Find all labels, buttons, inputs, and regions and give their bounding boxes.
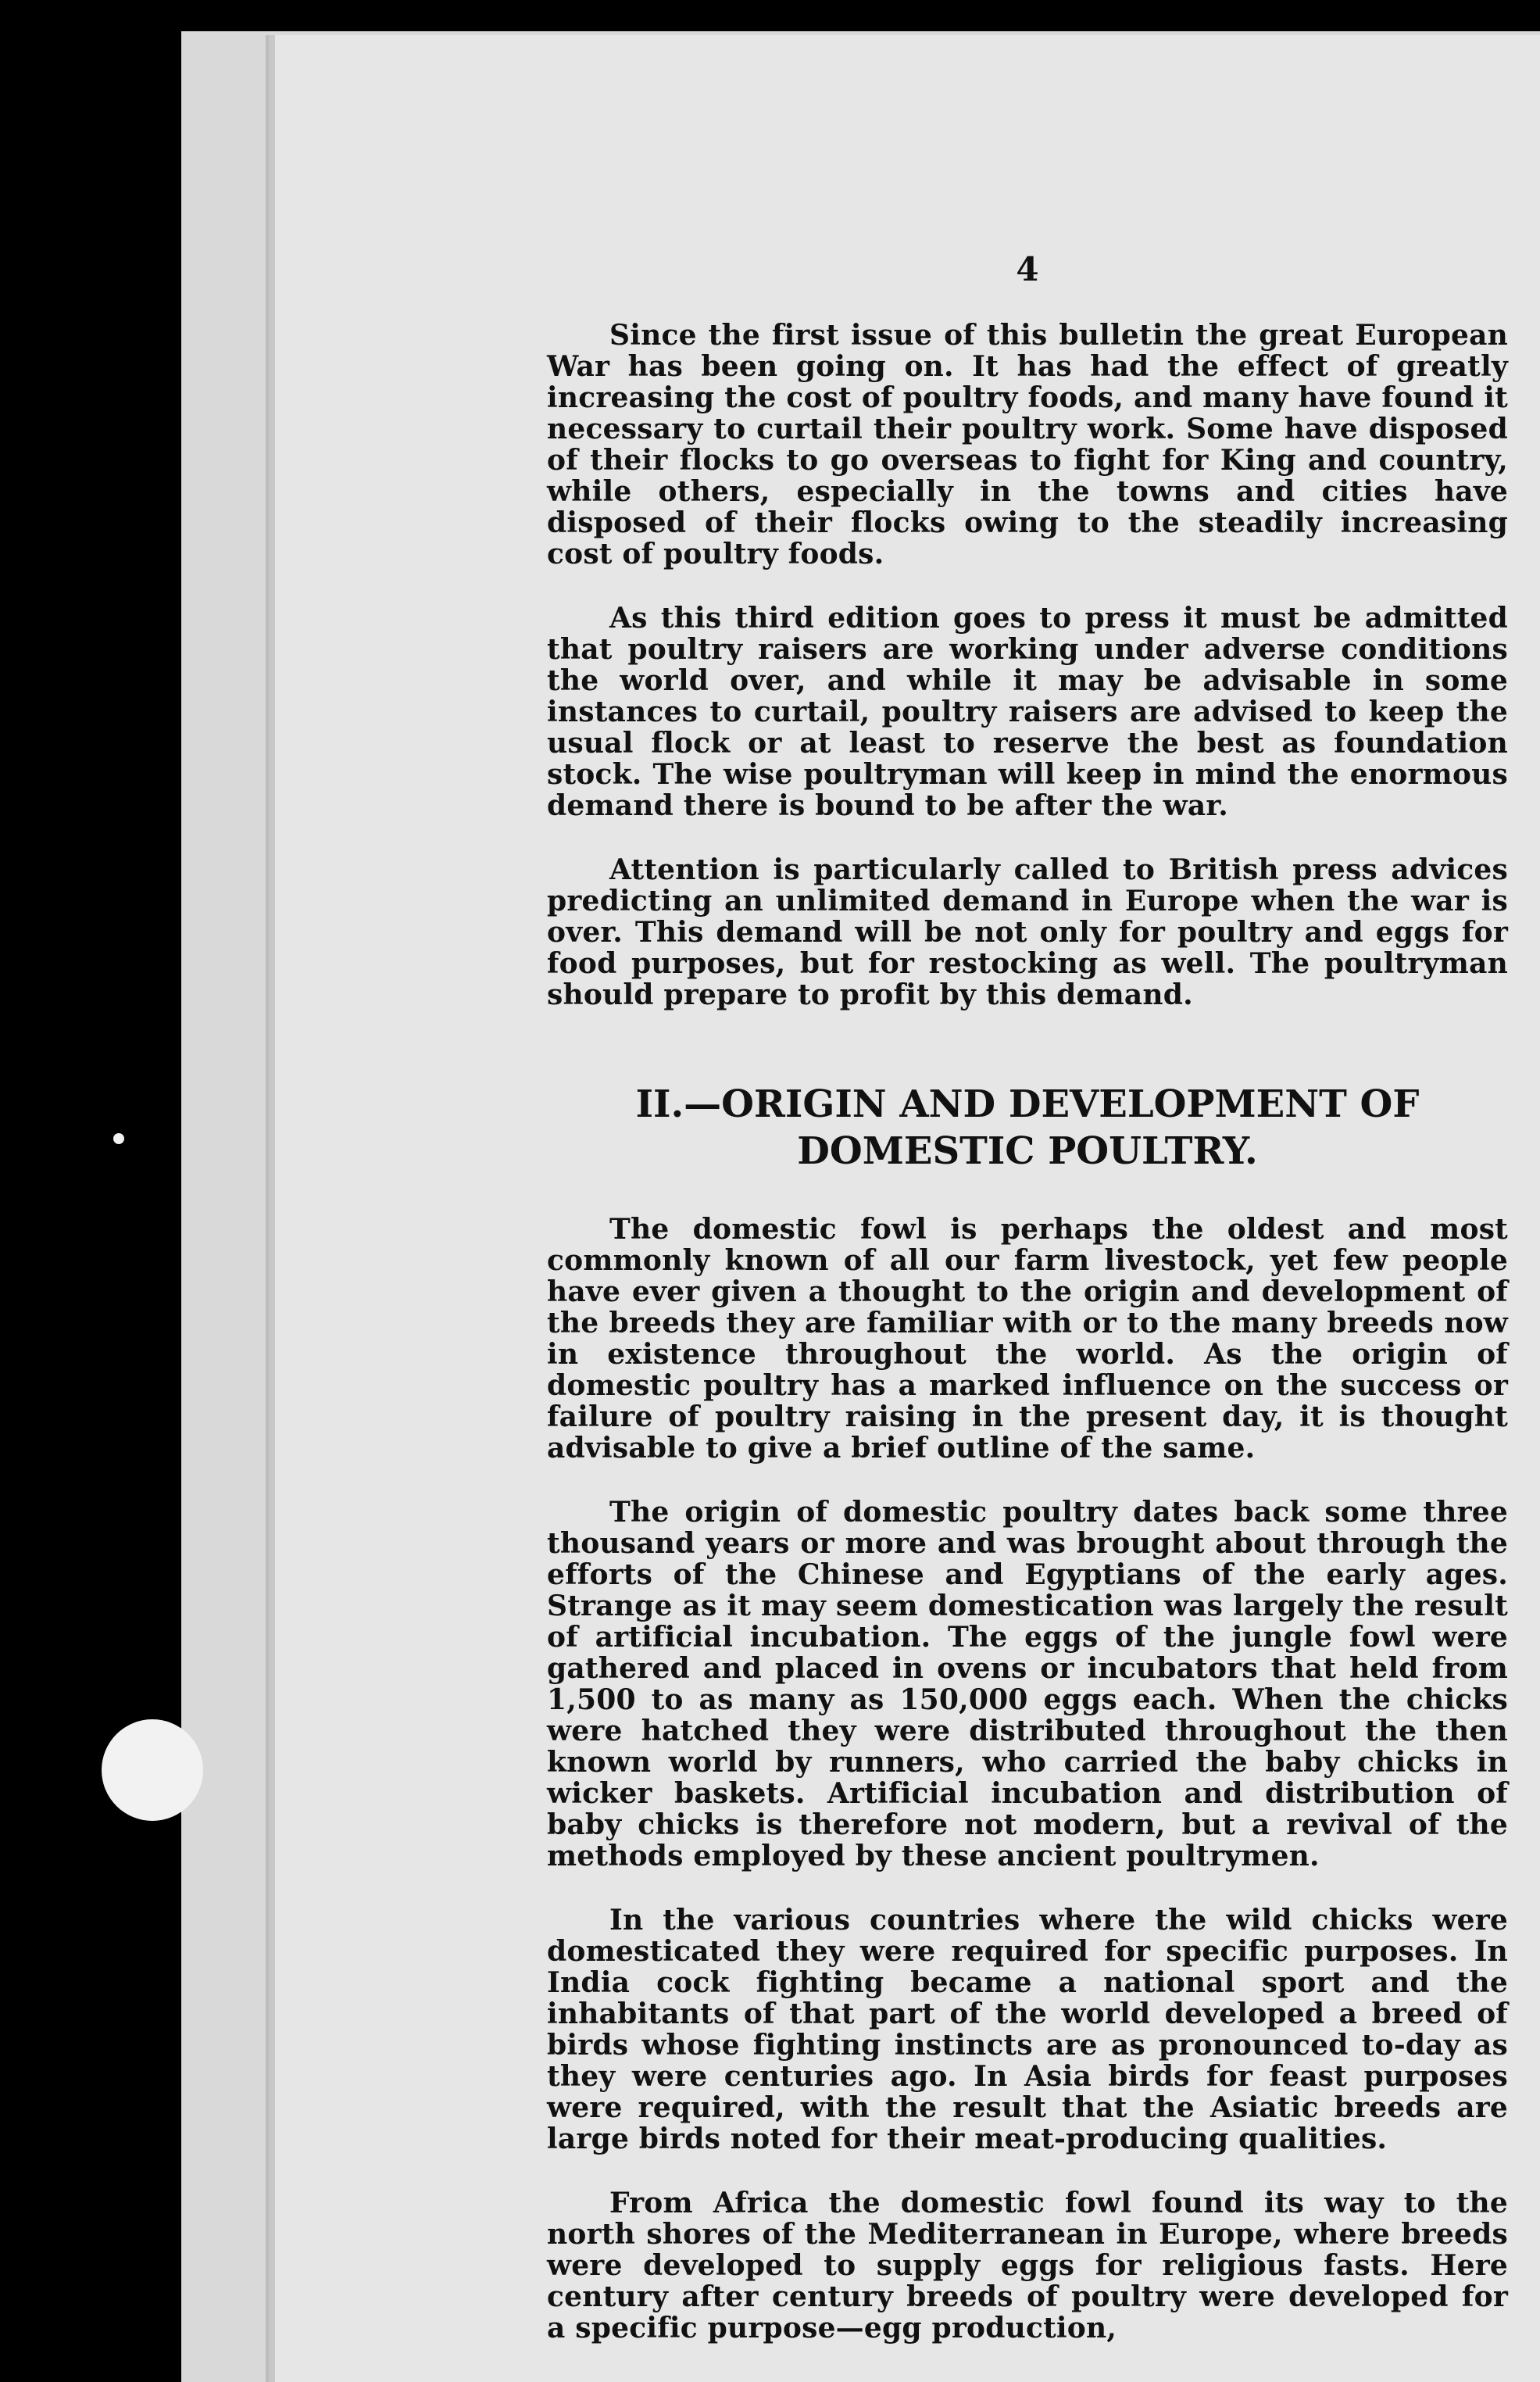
paragraph: Since the first issue of this bulletin the great European War has been going on. It has had the effect of greatly increasing the cost of poultry foods, and many have found it necessary to curtail their poultry work. Some have disposed of their flocks to go overseas to fight for King and country, while others, especially in the towns and cities have disposed of their flocks owing to the steadily increasing cost of poultry foods. (547, 319, 1508, 570)
page-content (547, 250, 1508, 2377)
paragraph: The domestic fowl is perhaps the oldest and most commonly known of all our farm livestock, yet few people have ever given a thought to the origin and development of the breeds they are familiar with or to the many breeds now in existence throughout the world. As the origin of domestic poultry has a marked influence on the success or failure of poultry raising in the present day, it is thought advisable to give a brief outline of the same. (547, 1213, 1508, 1465)
section-heading-line-1: II.—ORIGIN AND DEVELOPMENT OF (635, 1082, 1420, 1126)
paragraph: In the various countries where the wild chicks were domesticated they were required for specific purposes. In India cock fighting became a national sport and the inhabitants of that part of the world developed a breed of birds whose fighting instincts are as pronounced to-day as they were centuries ago. In Asia birds for feast purposes were required, with the result that the Asiatic breeds are large birds noted for their meat-producing qualities. (547, 1904, 1508, 2155)
paragraph: Attention is particularly called to British press advices predicting an unlimited demand in Europe when the war is over. This demand will be not only for poultry and eggs for food purposes, but for restocking as well. The poultryman should prepare to profit by this demand. (547, 853, 1508, 1011)
paragraph: From Africa the domestic fowl found its way to the north shores of the Mediterranean in Europe, where breeds were developed to supply eggs for religious fasts. Here century after century breeds of poultry were developed for a specific purpose—egg production, (547, 2187, 1508, 2344)
paragraph: The origin of domestic poultry dates back some three thousand years or more and was brought about through the efforts of the Chinese and Egyptians of the early ages. Strange as it may seem domestication was largely the result of artificial incubation. The eggs of the jungle fowl were gathered and placed in ovens or incubators that held from 1,500 to as many as 150,000 eggs each. When the chicks were hatched they were distributed throughout the then known world by runners, who carried the baby chicks in wicker baskets. Artificial incubation and distribution of baby chicks is therefore not modern, but a revival of the methods employed by these ancient poultrymen. (547, 1496, 1508, 1872)
section-heading-line-2: DOMESTIC POULTRY. (797, 1129, 1258, 1173)
scan-artifact-dot (113, 1133, 124, 1144)
scan-artifact-left (102, 1719, 203, 1821)
page-number: 4 (1016, 250, 1039, 288)
section-heading (547, 1081, 1508, 1175)
paragraph: As this third edition goes to press it must be admitted that poultry raisers are working under adverse conditions the world over, and while it may be advisable in some instances to curtail, poultry raisers are advised to keep the usual flock or at least to reserve the best as foundation stock. The wise poultryman will keep in mind the enormous demand there is bound to be after the war. (547, 602, 1508, 822)
page-fold-shadow (269, 35, 275, 2382)
